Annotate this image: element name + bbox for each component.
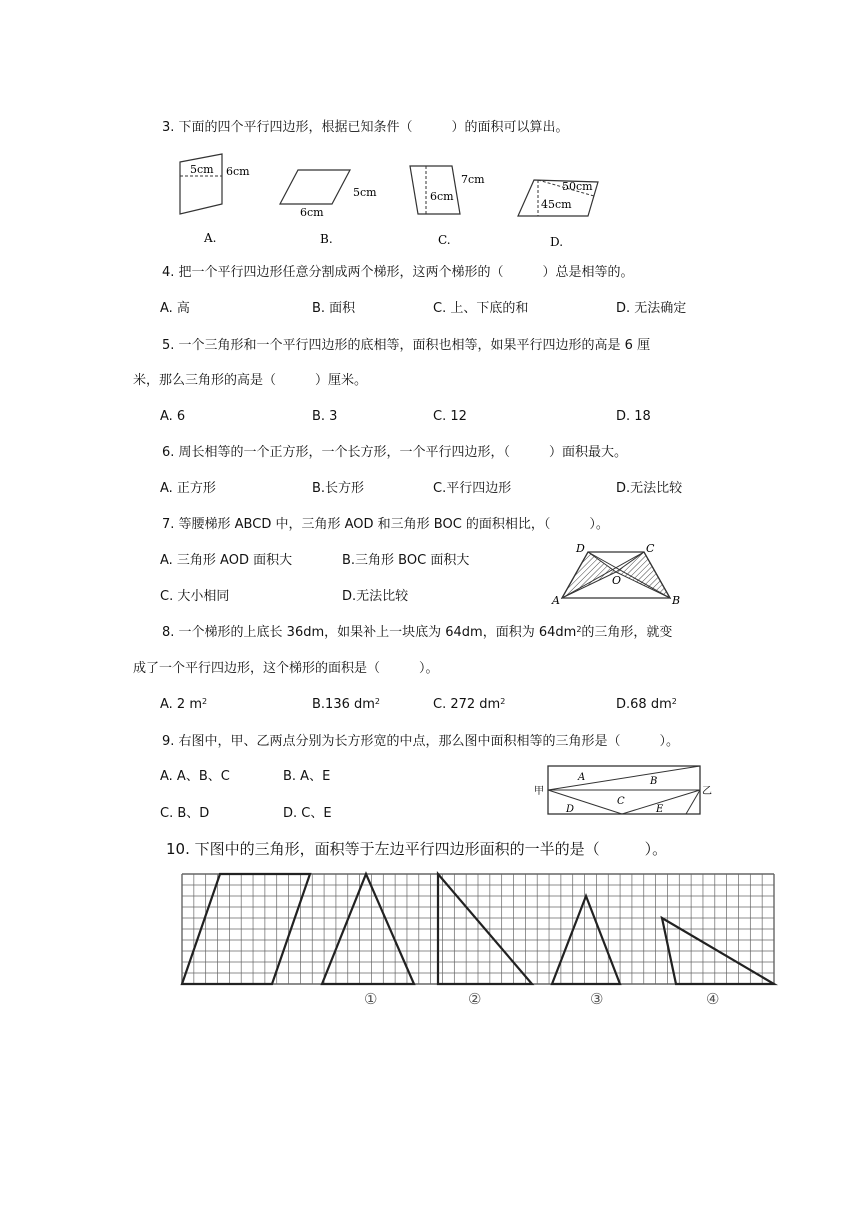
- svg-text:6cm: 6cm: [430, 190, 454, 203]
- q10-stem: 10. 下图中的三角形，面积等于左边平行四边形面积的一半的是（ ）。: [166, 840, 668, 858]
- svg-text:7cm: 7cm: [461, 173, 485, 186]
- svg-text:A: A: [578, 772, 586, 783]
- q4-option-c[interactable]: C. 上、下底的和: [433, 301, 529, 316]
- svg-text:5cm: 5cm: [353, 186, 377, 199]
- q9-option-a[interactable]: A. A、B、C: [160, 769, 230, 784]
- svg-text:E: E: [656, 804, 664, 815]
- q3-parallelogram-a: [180, 154, 250, 245]
- q7-stem: 7. 等腰梯形 ABCD 中，三角形 AOD 和三角形 BOC 的面积相比，（ ）。: [162, 517, 609, 532]
- svg-text:①: ①: [364, 990, 378, 1008]
- q7-option-a[interactable]: A. 三角形 AOD 面积大: [160, 553, 293, 568]
- svg-text:B: B: [650, 776, 658, 787]
- q3-parallelogram-c: [410, 166, 485, 247]
- q7-trapezoid-figure: [548, 540, 688, 610]
- svg-text:③: ③: [590, 990, 604, 1008]
- q9-stem: 9. 右图中，甲、乙两点分别为长方形宽的中点，那么图中面积相等的三角形是（ ）。: [162, 734, 680, 749]
- svg-text:B: B: [672, 594, 681, 607]
- svg-text:D.: D.: [550, 235, 564, 249]
- svg-text:5cm: 5cm: [190, 163, 214, 176]
- q5-stem-line2: 米，那么三角形的高是（ ）厘米。: [133, 373, 368, 388]
- svg-text:B.: B.: [320, 232, 333, 246]
- q6-stem: 6. 周长相等的一个正方形，一个长方形，一个平行四边形，（ ）面积最大。: [162, 445, 628, 460]
- svg-text:C.: C.: [438, 233, 451, 247]
- q5-stem-line1: 5. 一个三角形和一个平行四边形的底相等，面积也相等，如果平行四边形的高是 6 厘: [162, 338, 651, 353]
- svg-text:D: D: [566, 804, 575, 815]
- q3-parallelogram-b: [280, 170, 377, 246]
- svg-text:A.: A.: [204, 231, 217, 245]
- q8-stem-line2: 成了一个平行四边形，这个梯形的面积是（ ）。: [133, 661, 439, 676]
- q10-grid-figure: [176, 868, 782, 1008]
- svg-text:A: A: [552, 594, 560, 607]
- q7-option-c[interactable]: C. 大小相同: [160, 589, 230, 604]
- q3-figure: [170, 152, 610, 252]
- svg-text:②: ②: [468, 990, 482, 1008]
- svg-text:④: ④: [706, 990, 720, 1008]
- q7-option-d[interactable]: D.无法比较: [342, 589, 409, 604]
- q3-parallelogram-d: [518, 180, 598, 249]
- q4-option-d[interactable]: D. 无法确定: [616, 301, 687, 316]
- q6-option-a[interactable]: A. 正方形: [160, 481, 216, 496]
- q5-option-a[interactable]: A. 6: [160, 409, 186, 424]
- q7-option-b[interactable]: B.三角形 BOC 面积大: [342, 553, 470, 568]
- q8-option-a[interactable]: A. 2 $m^2$: [160, 697, 208, 712]
- q4-option-b[interactable]: B. 面积: [312, 301, 356, 316]
- svg-text:C: C: [646, 542, 655, 555]
- q9-option-b[interactable]: B. A、E: [283, 769, 331, 784]
- svg-text:乙: 乙: [702, 786, 712, 797]
- svg-text:45cm: 45cm: [541, 198, 572, 211]
- q5-option-b[interactable]: B. 3: [312, 409, 338, 424]
- svg-text:50cm: 50cm: [562, 180, 593, 193]
- q6-option-b[interactable]: B.长方形: [312, 481, 365, 496]
- q8-option-b[interactable]: B.136 $dm^2$: [312, 697, 381, 712]
- svg-text:6cm: 6cm: [226, 165, 250, 178]
- q9-option-d[interactable]: D. C、E: [283, 806, 332, 821]
- q3-stem: 3. 下面的四个平行四边形，根据已知条件（ ）的面积可以算出。: [162, 120, 569, 135]
- q9-option-c[interactable]: C. B、D: [160, 806, 210, 821]
- svg-text:D: D: [576, 542, 585, 555]
- q8-option-d[interactable]: D.68 $dm^2$: [616, 697, 677, 712]
- q5-option-c[interactable]: C. 12: [433, 409, 467, 424]
- q4-option-a[interactable]: A. 高: [160, 301, 190, 316]
- q9-rectangle-figure: [532, 760, 712, 820]
- q6-option-c[interactable]: C.平行四边形: [433, 481, 512, 496]
- q4-stem: 4. 把一个平行四边形任意分割成两个梯形，这两个梯形的（ ）总是相等的。: [162, 265, 634, 280]
- q8-stem-line1: 8. 一个梯形的上底长 36dm，如果补上一块底为 64dm，面积为 $64dm^2$的三角形，就变: [162, 625, 673, 640]
- q5-option-d[interactable]: D. 18: [616, 409, 651, 424]
- svg-text:6cm: 6cm: [300, 206, 324, 219]
- q8-option-c[interactable]: C. 272 $dm^2$: [433, 697, 506, 712]
- q6-option-d[interactable]: D.无法比较: [616, 481, 683, 496]
- svg-text:O: O: [612, 574, 622, 587]
- svg-text:甲: 甲: [534, 786, 544, 797]
- svg-text:C: C: [617, 796, 625, 807]
